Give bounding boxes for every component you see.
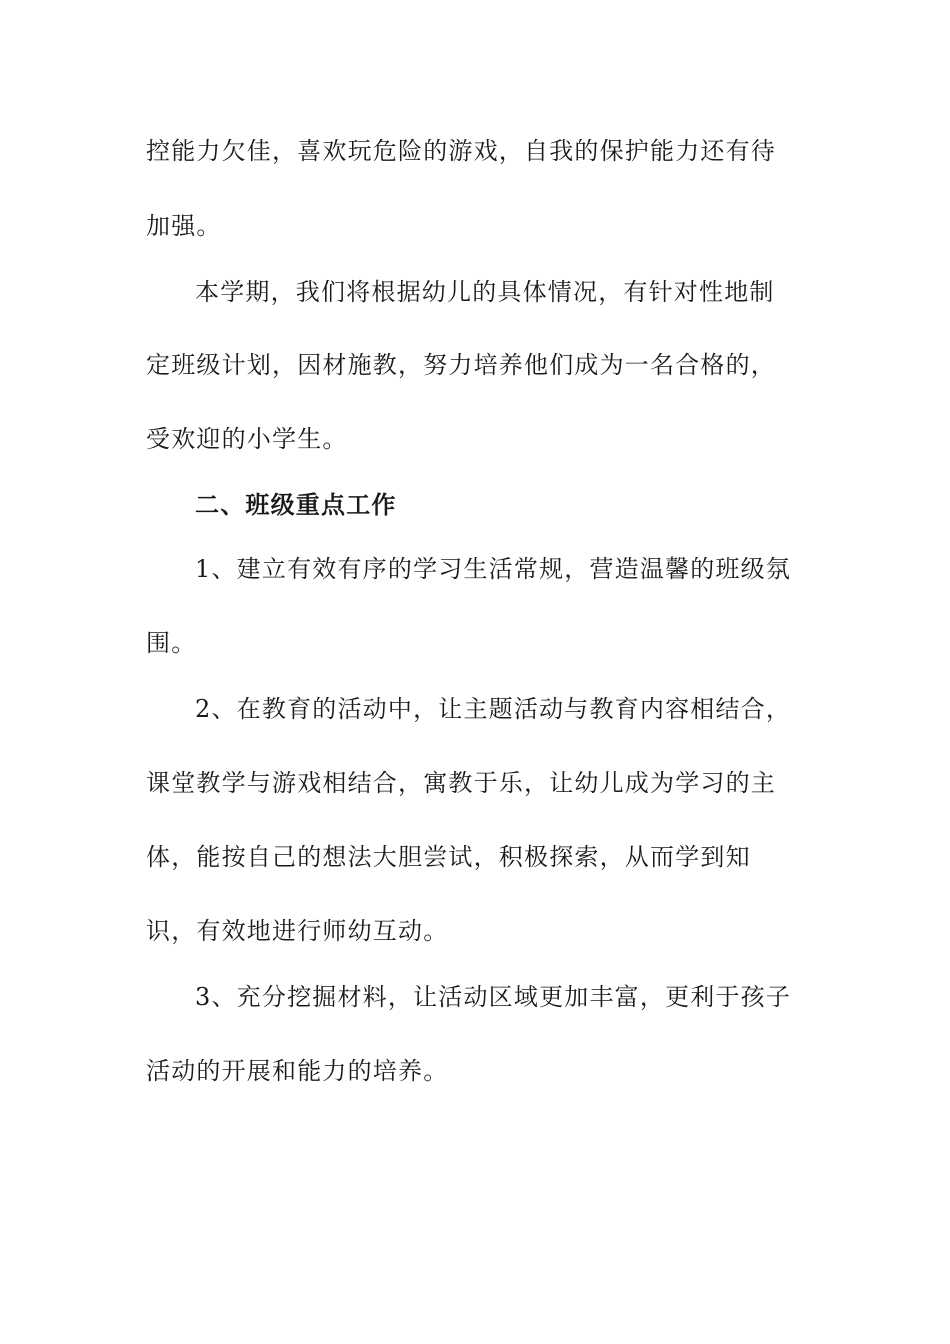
paragraph-line: 体，能按自己的想法大胆尝试，积极探索，从而学到知 [146, 843, 751, 871]
paragraph-line: 围。 [146, 629, 197, 657]
paragraph-line: 控能力欠佳，喜欢玩危险的游戏，自我的保护能力还有待 [146, 137, 776, 165]
paragraph-line: 1、建立有效有序的学习生活常规，营造温馨的班级氛 [195, 555, 792, 583]
paragraph-line: 活动的开展和能力的培养。 [146, 1057, 449, 1085]
paragraph-line: 2、在教育的活动中，让主题活动与教育内容相结合， [195, 695, 792, 723]
paragraph-line: 3、充分挖掘材料，让活动区域更加丰富，更利于孩子 [195, 983, 792, 1011]
paragraph-line: 加强。 [146, 212, 222, 240]
paragraph-line: 定班级计划，因材施教，努力培养他们成为一名合格的， [146, 351, 776, 379]
paragraph-line: 本学期，我们将根据幼儿的具体情况，有针对性地制 [195, 278, 775, 306]
section-heading: 二、班级重点工作 [195, 490, 397, 519]
paragraph-line: 识，有效地进行师幼互动。 [146, 917, 449, 945]
paragraph-line: 受欢迎的小学生。 [146, 425, 348, 453]
paragraph-line: 课堂教学与游戏相结合，寓教于乐，让幼儿成为学习的主 [146, 769, 776, 797]
